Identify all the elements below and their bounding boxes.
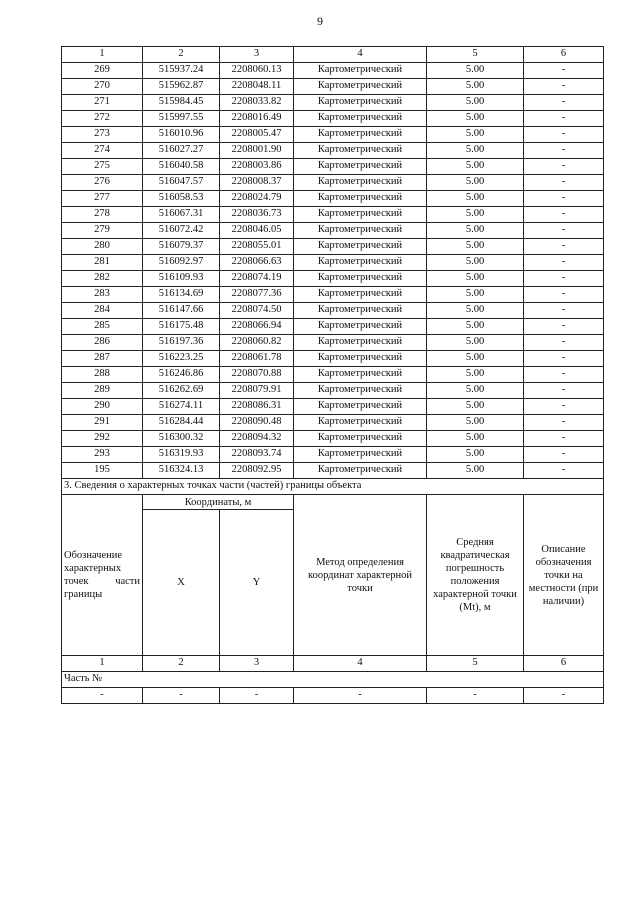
header-y: Y (220, 510, 294, 656)
table-row (62, 351, 604, 367)
column-number: 2 (143, 47, 220, 63)
coord-y-cell: 2208074.50 (220, 303, 294, 319)
method-cell: Картометрический (294, 175, 427, 191)
method-cell: Картометрический (294, 239, 427, 255)
mean-error-cell: 5.00 (427, 175, 524, 191)
table-row (62, 143, 604, 159)
description-cell: - (524, 415, 604, 431)
point-number-cell: 276 (62, 175, 143, 191)
method-cell: Картометрический (294, 351, 427, 367)
method-cell: Картометрический (294, 399, 427, 415)
column-number: 2 (143, 656, 220, 672)
description-cell: - (524, 255, 604, 271)
coord-x-cell: 516134.69 (143, 287, 220, 303)
description-cell: - (524, 463, 604, 479)
mean-error-cell: 5.00 (427, 351, 524, 367)
method-cell: Картометрический (294, 255, 427, 271)
point-number-cell: 275 (62, 159, 143, 175)
coord-x-cell: 516010.96 (143, 127, 220, 143)
coord-x-cell: 516300.32 (143, 431, 220, 447)
table-row (62, 319, 604, 335)
coord-y-cell: 2208070.88 (220, 367, 294, 383)
coord-x-cell: 516072.42 (143, 223, 220, 239)
coord-x-cell: 516319.93 (143, 447, 220, 463)
column-number: 6 (524, 656, 604, 672)
coord-x-cell: 515937.24 (143, 63, 220, 79)
coord-x-cell: 516175.48 (143, 319, 220, 335)
point-number-cell: 278 (62, 207, 143, 223)
mean-error-cell: 5.00 (427, 239, 524, 255)
coord-x-cell: 516109.93 (143, 271, 220, 287)
mean-error-cell: 5.00 (427, 383, 524, 399)
table-row (62, 399, 604, 415)
point-number-cell: 287 (62, 351, 143, 367)
mean-error-cell: 5.00 (427, 127, 524, 143)
description-cell: - (524, 351, 604, 367)
table-row (62, 63, 604, 79)
empty-cell: - (524, 688, 604, 704)
header-x: X (143, 510, 220, 656)
mean-error-cell: 5.00 (427, 255, 524, 271)
table-row (62, 431, 604, 447)
point-number-cell: 286 (62, 335, 143, 351)
description-cell: - (524, 287, 604, 303)
coord-y-cell: 2208094.32 (220, 431, 294, 447)
table-body (62, 47, 604, 479)
mean-error-cell: 5.00 (427, 367, 524, 383)
mean-error-cell: 5.00 (427, 95, 524, 111)
column-number: 4 (294, 656, 427, 672)
point-number-cell: 281 (62, 255, 143, 271)
coord-y-cell: 2208093.74 (220, 447, 294, 463)
coord-x-cell: 515962.87 (143, 79, 220, 95)
mean-error-cell: 5.00 (427, 447, 524, 463)
point-number-cell: 292 (62, 431, 143, 447)
point-number-cell: 283 (62, 287, 143, 303)
coord-y-cell: 2208001.90 (220, 143, 294, 159)
column-number: 1 (62, 47, 143, 63)
point-number-cell: 280 (62, 239, 143, 255)
coord-x-cell: 516274.11 (143, 399, 220, 415)
empty-cell: - (143, 688, 220, 704)
table-row (62, 463, 604, 479)
method-cell: Картометрический (294, 127, 427, 143)
point-number-cell: 273 (62, 127, 143, 143)
method-cell: Картометрический (294, 415, 427, 431)
coord-x-cell: 516079.37 (143, 239, 220, 255)
mean-error-cell: 5.00 (427, 415, 524, 431)
table-row (62, 159, 604, 175)
table-row (62, 239, 604, 255)
description-cell: - (524, 127, 604, 143)
point-number-cell: 195 (62, 463, 143, 479)
coord-y-cell: 2208046.05 (220, 223, 294, 239)
boundary-points-table (61, 46, 604, 704)
coord-y-cell: 2208066.63 (220, 255, 294, 271)
method-cell: Картометрический (294, 287, 427, 303)
table-row (62, 223, 604, 239)
column-number: 3 (220, 47, 294, 63)
coord-x-cell: 516284.44 (143, 415, 220, 431)
header-method: Метод определения координат характерной точки (294, 495, 427, 656)
table-row (62, 255, 604, 271)
coord-y-cell: 2208060.13 (220, 63, 294, 79)
table-row (62, 447, 604, 463)
coord-x-cell: 516197.36 (143, 335, 220, 351)
point-number-cell: 291 (62, 415, 143, 431)
coord-x-cell: 516067.31 (143, 207, 220, 223)
mean-error-cell: 5.00 (427, 191, 524, 207)
method-cell: Картометрический (294, 143, 427, 159)
coord-x-cell: 516324.13 (143, 463, 220, 479)
coord-y-cell: 2208016.49 (220, 111, 294, 127)
coord-y-cell: 2208024.79 (220, 191, 294, 207)
coord-x-cell: 516047.57 (143, 175, 220, 191)
mean-error-cell: 5.00 (427, 111, 524, 127)
description-cell: - (524, 431, 604, 447)
part-label-row (62, 672, 604, 688)
point-number-cell: 293 (62, 447, 143, 463)
method-cell: Картометрический (294, 95, 427, 111)
point-number-cell: 288 (62, 367, 143, 383)
mean-error-cell: 5.00 (427, 463, 524, 479)
method-cell: Картометрический (294, 463, 427, 479)
description-cell: - (524, 447, 604, 463)
coord-y-cell: 2208003.86 (220, 159, 294, 175)
mean-error-cell: 5.00 (427, 335, 524, 351)
table-row (62, 335, 604, 351)
column-number: 4 (294, 47, 427, 63)
method-cell: Картометрический (294, 111, 427, 127)
column-number: 6 (524, 47, 604, 63)
point-number-cell: 284 (62, 303, 143, 319)
table-row (62, 95, 604, 111)
table-row (62, 79, 604, 95)
description-cell: - (524, 335, 604, 351)
coord-y-cell: 2208077.36 (220, 287, 294, 303)
section3-column-number-row (62, 656, 604, 672)
description-cell: - (524, 303, 604, 319)
mean-error-cell: 5.00 (427, 431, 524, 447)
coord-x-cell: 515984.45 (143, 95, 220, 111)
coord-y-cell: 2208086.31 (220, 399, 294, 415)
empty-cell: - (62, 688, 143, 704)
part-label: Часть № (62, 672, 604, 688)
description-cell: - (524, 239, 604, 255)
description-cell: - (524, 143, 604, 159)
mean-error-cell: 5.00 (427, 223, 524, 239)
description-cell: - (524, 207, 604, 223)
table-row (62, 303, 604, 319)
method-cell: Картометрический (294, 319, 427, 335)
mean-error-cell: 5.00 (427, 143, 524, 159)
description-cell: - (524, 399, 604, 415)
table-row (62, 207, 604, 223)
description-cell: - (524, 223, 604, 239)
method-cell: Картометрический (294, 303, 427, 319)
table-row (62, 175, 604, 191)
description-cell: - (524, 111, 604, 127)
description-cell: - (524, 383, 604, 399)
coord-y-cell: 2208079.91 (220, 383, 294, 399)
coord-y-cell: 2208090.48 (220, 415, 294, 431)
section3 (62, 479, 604, 704)
column-number-row (62, 47, 604, 63)
coord-x-cell: 516058.53 (143, 191, 220, 207)
coord-x-cell: 516262.69 (143, 383, 220, 399)
description-cell: - (524, 175, 604, 191)
empty-cell: - (220, 688, 294, 704)
coord-y-cell: 2208060.82 (220, 335, 294, 351)
header-coordinates: Координаты, м (143, 495, 294, 510)
point-number-cell: 269 (62, 63, 143, 79)
mean-error-cell: 5.00 (427, 207, 524, 223)
description-cell: - (524, 95, 604, 111)
point-number-cell: 282 (62, 271, 143, 287)
description-cell: - (524, 319, 604, 335)
point-number-cell: 290 (62, 399, 143, 415)
coord-x-cell: 516223.25 (143, 351, 220, 367)
section3-header-top-row (62, 495, 604, 510)
table-row (62, 287, 604, 303)
mean-error-cell: 5.00 (427, 271, 524, 287)
method-cell: Картометрический (294, 159, 427, 175)
table-row (62, 191, 604, 207)
mean-error-cell: 5.00 (427, 287, 524, 303)
description-cell: - (524, 271, 604, 287)
point-number-cell: 279 (62, 223, 143, 239)
mean-error-cell: 5.00 (427, 303, 524, 319)
method-cell: Картометрический (294, 63, 427, 79)
header-point-designation: Обозначение характерных точек части границы (62, 495, 143, 656)
coord-y-cell: 2208066.94 (220, 319, 294, 335)
method-cell: Картометрический (294, 191, 427, 207)
page-number: 9 (317, 14, 323, 28)
method-cell: Картометрический (294, 271, 427, 287)
point-number-cell: 272 (62, 111, 143, 127)
method-cell: Картометрический (294, 431, 427, 447)
description-cell: - (524, 191, 604, 207)
column-number: 3 (220, 656, 294, 672)
table-row (62, 383, 604, 399)
coord-y-cell: 2208008.37 (220, 175, 294, 191)
method-cell: Картометрический (294, 447, 427, 463)
coord-y-cell: 2208092.95 (220, 463, 294, 479)
table-row (62, 127, 604, 143)
mean-error-cell: 5.00 (427, 63, 524, 79)
column-number: 1 (62, 656, 143, 672)
point-number-cell: 285 (62, 319, 143, 335)
coord-y-cell: 2208033.82 (220, 95, 294, 111)
column-number: 5 (427, 656, 524, 672)
empty-cell: - (427, 688, 524, 704)
coord-y-cell: 2208048.11 (220, 79, 294, 95)
mean-error-cell: 5.00 (427, 159, 524, 175)
coord-x-cell: 516040.58 (143, 159, 220, 175)
point-number-cell: 271 (62, 95, 143, 111)
header-description: Описание обозначения точки на местности (при наличии) (524, 495, 604, 656)
method-cell: Картометрический (294, 207, 427, 223)
column-number: 5 (427, 47, 524, 63)
table-row (62, 271, 604, 287)
coord-x-cell: 516092.97 (143, 255, 220, 271)
point-number-cell: 274 (62, 143, 143, 159)
coord-y-cell: 2208036.73 (220, 207, 294, 223)
method-cell: Картометрический (294, 367, 427, 383)
table-row (62, 415, 604, 431)
coord-y-cell: 2208061.78 (220, 351, 294, 367)
empty-cell: - (294, 688, 427, 704)
description-cell: - (524, 159, 604, 175)
coord-y-cell: 2208005.47 (220, 127, 294, 143)
table-row (62, 111, 604, 127)
point-number-cell: 270 (62, 79, 143, 95)
description-cell: - (524, 367, 604, 383)
section3-title-row (62, 479, 604, 495)
mean-error-cell: 5.00 (427, 79, 524, 95)
coord-x-cell: 516027.27 (143, 143, 220, 159)
method-cell: Картометрический (294, 335, 427, 351)
section3-title: 3. Сведения о характерных точках части (частей) границы объекта (62, 479, 604, 495)
description-cell: - (524, 63, 604, 79)
header-mean-error: Средняя квадратическая погрешность положения характерной точки (Mt), м (427, 495, 524, 656)
mean-error-cell: 5.00 (427, 399, 524, 415)
empty-data-row (62, 688, 604, 704)
coord-x-cell: 516147.66 (143, 303, 220, 319)
method-cell: Картометрический (294, 223, 427, 239)
coord-y-cell: 2208055.01 (220, 239, 294, 255)
point-number-cell: 277 (62, 191, 143, 207)
coord-x-cell: 516246.86 (143, 367, 220, 383)
coord-y-cell: 2208074.19 (220, 271, 294, 287)
mean-error-cell: 5.00 (427, 319, 524, 335)
method-cell: Картометрический (294, 79, 427, 95)
method-cell: Картометрический (294, 383, 427, 399)
coord-x-cell: 515997.55 (143, 111, 220, 127)
point-number-cell: 289 (62, 383, 143, 399)
table-row (62, 367, 604, 383)
description-cell: - (524, 79, 604, 95)
